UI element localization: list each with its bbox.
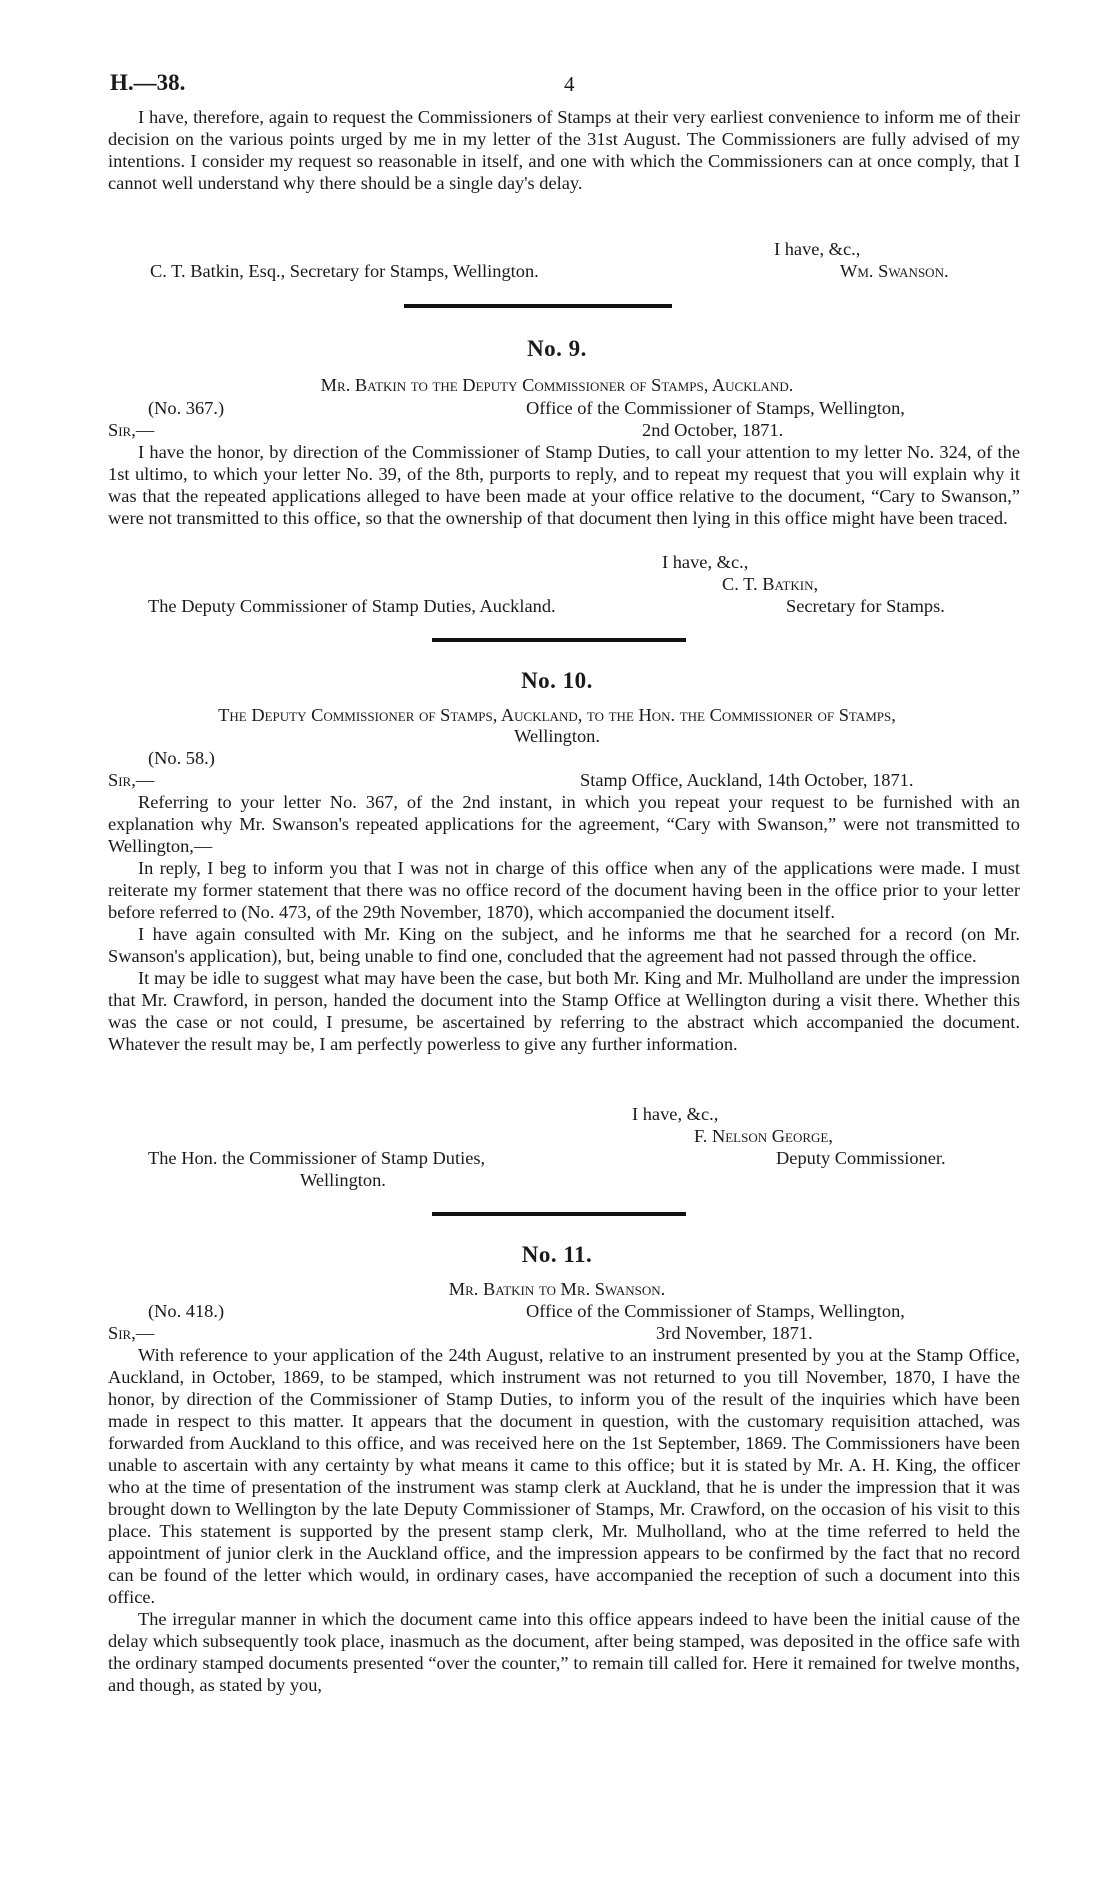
letter9-number: No. 9. bbox=[527, 336, 587, 361]
page-number: 4 bbox=[564, 72, 575, 96]
letter9-heading: Mr. Batkin to the Deputy Commissioner of Stamps, Auckland. bbox=[320, 375, 794, 395]
letter11-ref: (No. 418.) bbox=[148, 1301, 225, 1321]
letter10-salutation: Sir,— bbox=[108, 770, 155, 790]
letter11-number: No. 11. bbox=[521, 1242, 593, 1267]
letter9-date: 2nd October, 1871. bbox=[642, 420, 784, 440]
carryover-closing: I have, &c., bbox=[774, 239, 861, 259]
letter9-addressee: The Deputy Commissioner of Stamp Duties, Auckland. bbox=[148, 596, 556, 616]
letter11-paragraph: With reference to your application of the 24th August, relative to an instrument presented by you at the Stamp Office, Auckland, in October, 1869, to be stamped, which instrument was not returned to you till November, 1870, I have the honor, by direction of the Commissioner of Stamp Duties, to inform you of the result of the inquiries which have been made in respect to this matter. It appears that the document in question, with the customary requisition attached, was forwarded from Auckland to this office, and was received here on the 1st September, 1869. The Commissioners have been unable to ascertain with any certainty by what means it came to this office; but it is stated by Mr. A. H. King, the officer who at the time of presentation of the instrument was stamp clerk at Auckland, that he is under the impression that it was brought down to Wellington by the late Deputy Commissioner of Stamps, Mr. Crawford, on the occasion of his visit to this place. This statement is supported by the present stamp clerk, Mr. Mulholland, who at the time referred to held the appointment of junior clerk in the Auckland office, and the impression appears to be confirmed by the fact that no record can be found of the letter which would, in ordinary cases, have accompanied the reception of such a document into this office. bbox=[108, 1345, 1020, 1607]
letter11-heading: Mr. Batkin to Mr. Swanson. bbox=[448, 1279, 666, 1299]
document-code: H.—38. bbox=[110, 70, 186, 95]
letter9-body-section bbox=[108, 441, 1020, 529]
letter10-paragraph: It may be idle to suggest what may have been the case, but both Mr. King and Mr. Mulholland are under the impression that Mr. Crawford, in person, handed the document into the Stamp Office at Wellington during a visit there. Whether this was the case or not could, I presume, be ascertained by referring to the abstract which accompanied the document. Whatever the result may be, I am perfectly powerless to give any further information. bbox=[108, 968, 1020, 1054]
letter10-heading-line1: The Deputy Commissioner of Stamps, Auckland, to the Hon. the Commissioner of Stamps, bbox=[218, 705, 896, 725]
letter11-paragraph: The irregular manner in which the document came into this office appears indeed to have been the initial cause of the delay which subsequently took place, inasmuch as the document, after being stamped, was deposited in the office safe with the ordinary stamped documents presented “over the counter,” to remain till called for. Here it remained for twelve months, and though, as stated by you, bbox=[108, 1609, 1020, 1695]
letter10-office-date: Stamp Office, Auckland, 14th October, 1871. bbox=[580, 770, 914, 790]
letter10-paragraph: Referring to your letter No. 367, of the 2nd instant, in which you repeat your request to be furnished with an explanation why Mr. Swanson's repeated applications for the agreement, “Cary with Swanson,” were not transmitted to Wellington,— bbox=[108, 792, 1020, 856]
letter10-signer: F. Nelson George, bbox=[694, 1126, 833, 1146]
letter10-closing: I have, &c., bbox=[632, 1104, 719, 1124]
letter9-salutation: Sir,— bbox=[108, 420, 155, 440]
section-divider bbox=[432, 638, 686, 642]
letter10-signer-title: Deputy Commissioner. bbox=[776, 1148, 946, 1168]
letter11-office: Office of the Commissioner of Stamps, Wellington, bbox=[526, 1301, 905, 1321]
letter10-addressee: The Hon. the Commissioner of Stamp Duties, bbox=[148, 1148, 486, 1168]
section-divider bbox=[404, 304, 672, 308]
carryover-addressee: C. T. Batkin, Esq., Secretary for Stamps, Wellington. bbox=[150, 261, 539, 281]
letter9-ref: (No. 367.) bbox=[148, 398, 225, 418]
letter10-number: No. 10. bbox=[521, 668, 593, 693]
letter10-paragraph: In reply, I beg to inform you that I was not in charge of this office when any of the applications were made. I must reiterate my former statement that there was no office record of the document having been in the office prior to your letter before referred to (No. 473, of the 29th November, 1870), which accompanied the document itself. bbox=[108, 858, 1020, 922]
carryover-section bbox=[108, 106, 1020, 194]
letter9-signer: C. T. Batkin, bbox=[722, 574, 819, 594]
letter9-office: Office of the Commissioner of Stamps, Wellington, bbox=[526, 398, 905, 418]
letter10-heading-line2: Wellington. bbox=[514, 726, 600, 746]
section-divider bbox=[432, 1212, 686, 1216]
letter10-ref: (No. 58.) bbox=[148, 748, 215, 768]
carryover-paragraph: I have, therefore, again to request the Commissioners of Stamps at their very earliest convenience to inform me of their decision on the various points urged by me in my letter of the 31st August. The Commissioners are fully advised of my intentions. I consider my request so reasonable in itself, and one with which the Commissioners can at once comply, that I cannot well understand why there should be a single day's delay. bbox=[108, 107, 1020, 193]
carryover-signature: Wm. Swanson. bbox=[840, 261, 949, 281]
letter10-addressee-city: Wellington. bbox=[300, 1170, 386, 1190]
letter11-salutation: Sir,— bbox=[108, 1323, 155, 1343]
letter9-signer-title: Secretary for Stamps. bbox=[786, 596, 945, 616]
letter9-closing: I have, &c., bbox=[662, 552, 749, 572]
letter10-paragraph: I have again consulted with Mr. King on the subject, and he informs me that he searched for a record (on Mr. Swanson's application), but, being unable to find one, concluded that the agreement had not passed through the office. bbox=[108, 924, 1020, 966]
letter9-body: I have the honor, by direction of the Commissioner of Stamp Duties, to call your attention to my letter No. 324, of the 1st ultimo, to which your letter No. 39, of the 8th, purports to reply, and to repeat my request that you will explain why it was that the repeated applications alleged to have been made at your office relative to the document, “Cary to Swanson,” were not transmitted to this office, so that the ownership of that document then lying in this office might have been traced. bbox=[108, 442, 1020, 528]
letter11-body-section bbox=[108, 1344, 1020, 1696]
letter11-date: 3rd November, 1871. bbox=[656, 1323, 813, 1343]
letter10-body-section bbox=[108, 791, 1020, 1055]
